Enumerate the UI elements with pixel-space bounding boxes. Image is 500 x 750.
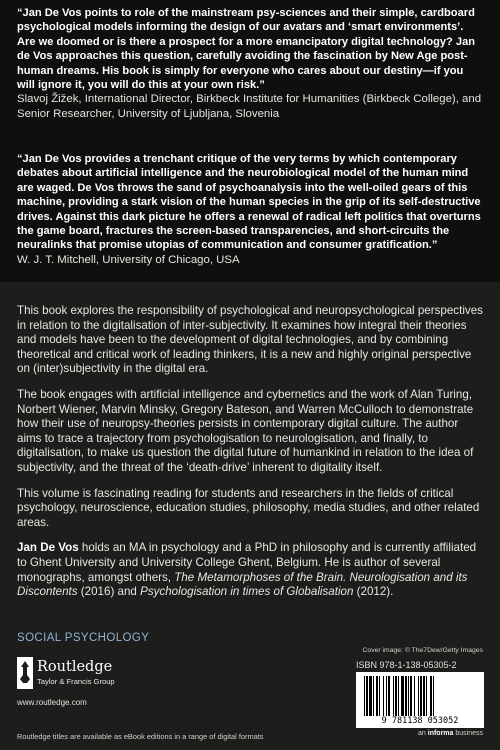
publisher-group: Taylor & Francis Group [37, 677, 115, 686]
informa-business: an informa business [418, 730, 483, 737]
endorsement-quote [17, 6, 483, 121]
book-description [17, 304, 483, 611]
description-paragraph: This volume is fascinating reading for students and researchers in the fields of critical psychology, neuroscience, education studies, philosophy, media studies, and other related areas. [17, 486, 480, 529]
routledge-logo-icon [17, 657, 33, 689]
cover-credit: Cover image: © The7Dew/Getty Images [362, 647, 483, 654]
isbn-label: ISBN 978-1-138-05305-2 [356, 660, 457, 670]
quote-attribution: W. J. T. Mitchell, University of Chicago, USA [17, 253, 240, 266]
quote-attribution: Slavoj Žižek, International Director, Birkbeck Institute for Humanities (Birkbeck College), and Senior Researcher, University of Ljubljana, Slovenia [17, 93, 482, 120]
publisher-name: Routledge [37, 659, 113, 675]
quote-text: “Jan De Vos provides a trenchant critique of the very terms by which contemporary debates about artificial intelligence and the neurobiological model of the human mind are waged. De Vos throws the sand of psychoanalysis into the well-oiled gears of this machine, providing a stark vision of the human species in the grip of its self-destructive drives. Against this dark picture he offers a renewal of radical left politics that overturns the game board, fractures the screen-based transparencies, and short-circuits the neuralinks that promise utopias of communication and consumer gratification.” [17, 153, 481, 252]
quote-text: “Jan De Vos points to role of the mainstream psy-sciences and their simple, cardboard psychological models informing the design of our avatars and ‘smart environments’. Are we doomed or is there a prospect for a more emancipatory digital technology? Jan de Vos approaches this question, carefully avoiding the fascination by New Age post-human dreams. His book is simply for everyone who cares about our destiny—if you will ignore it, you will do this at your own risk.” [17, 7, 476, 92]
barcode-number: 9 781138 053052 [356, 716, 484, 727]
ebook-notice: Routledge titles are available as eBook editions in a range of digital formats [17, 732, 264, 741]
description-paragraph: The book engages with artificial intelligence and cybernetics and the work of Alan Turing, Norbert Wiener, Marvin Minsky, Gregory Bateson, and Warren McCulloch to demonstrate how their use of neuropsy-theories persists in contemporary digital culture. The author aims to trace a trajectory from psychologisation to neurologisation, and finally, to digitalisation, to make us question the digital future of humankind in relation to the idea of subjectivity, and the threat of the ‘death-drive’ inherent to digitality itself. [17, 387, 474, 474]
author-bio: Jan De Vos holds an MA in psychology and a PhD in philosophy and is currently affiliated to Ghent University and University College Ghent, Belgium. He is author of several monographs, amongst others, The Metamorphoses of the Brain. Neurologisation and its Discontents (2016) and Psychologisation in times of Globalisation (2012). [17, 541, 477, 599]
publisher-url[interactable]: www.routledge.com [17, 698, 87, 707]
isbn-barcode [356, 672, 484, 728]
description-paragraph: This book explores the responsibility of psychological and neuropsychological perspectives in relation to the digitalisation of inter-subjectivity. It examines how integral their theories and models have been to the development of digital technologies, and by combining theoretical and critical work of leading thinkers, it is a new and highly original perspective on (inter)subjectivity in the digital era. [17, 304, 483, 376]
author-name: Jan De Vos [17, 541, 79, 555]
subject-category: SOCIAL PSYCHOLOGY [17, 632, 150, 644]
endorsement-quote [17, 152, 483, 267]
